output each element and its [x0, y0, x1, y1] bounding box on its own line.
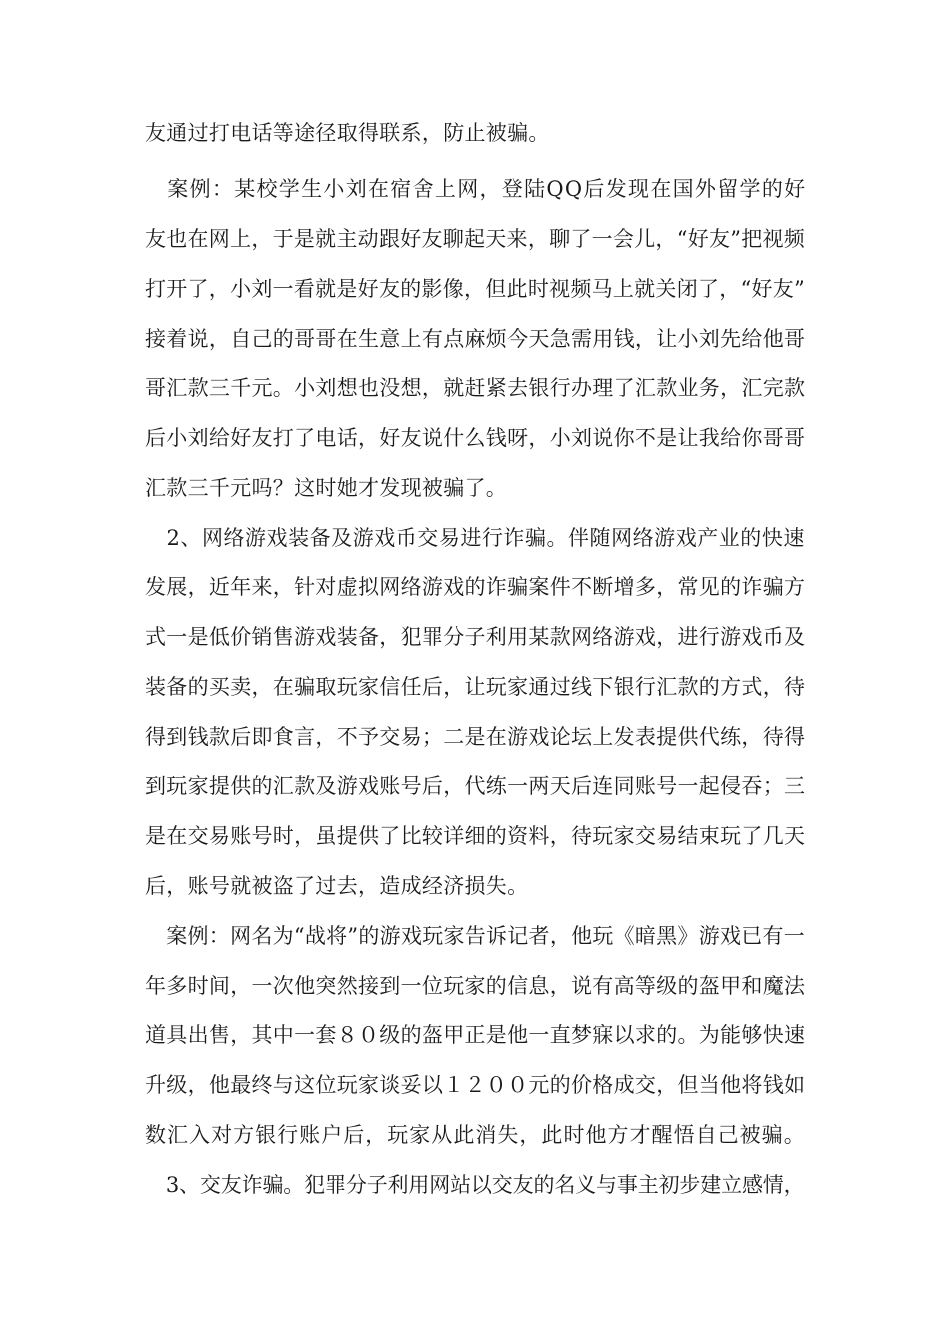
text-line: 发展，近年来，针对虚拟网络游戏的诈骗案件不断增多，常见的诈骗方: [145, 575, 806, 599]
text-line: 打开了，小刘一看就是好友的影像，但此时视频马上就关闭了，“好友”: [145, 277, 806, 301]
text-line: 汇款三千元吗？这时她才发现被骗了。: [145, 476, 508, 500]
text-line: 式一是低价销售游戏装备，犯罪分子利用某款网络游戏，进行游戏币及: [145, 625, 806, 649]
text-line: 是在交易账号时，虽提供了比较详细的资料，待玩家交易结束玩了几天: [145, 824, 806, 848]
text-line: 年多时间，一次他突然接到一位玩家的信息，说有高等级的盔甲和魔法: [145, 974, 806, 998]
text-line: 哥汇款三千元。小刘想也没想，就赶紧去银行办理了汇款业务，汇完款: [145, 376, 806, 400]
text-line: 后，账号就被盗了过去，造成经济损失。: [145, 874, 529, 898]
text-line: 3、交友诈骗。犯罪分子利用网站以交友的名义与事主初步建立感情，: [145, 1173, 805, 1197]
text-line: 友通过打电话等途径取得联系，防止被骗。: [145, 121, 550, 145]
text-line: 道具出售，其中一套８０级的盔甲正是他一直梦寐以求的。为能够快速: [145, 1023, 806, 1047]
text-line: 升级，他最终与这位玩家谈妥以１２００元的价格成交，但当他将钱如: [145, 1073, 806, 1097]
text-line: 得到钱款后即食言，不予交易；二是在游戏论坛上发表提供代练，待得: [145, 725, 806, 749]
text-line: 到玩家提供的汇款及游戏账号后，代练一两天后连同账号一起侵吞；三: [145, 774, 806, 798]
text-line: 数汇入对方银行账户后，玩家从此消失，此时他方才醒悟自己被骗。: [145, 1123, 806, 1147]
text-line: 案例：某校学生小刘在宿舍上网，登陆QQ后发现在国外留学的好: [145, 177, 807, 201]
text-line: 2、网络游戏装备及游戏币交易进行诈骗。伴随网络游戏产业的快速: [145, 526, 805, 550]
text-line: 友也在网上，于是就主动跟好友聊起天来，聊了一会儿，“好友”把视频: [145, 227, 806, 251]
text-line: 装备的买卖，在骗取玩家信任后，让玩家通过线下银行汇款的方式，待: [145, 675, 806, 699]
text-line: 后小刘给好友打了电话，好友说什么钱呀，小刘说你不是让我给你哥哥: [145, 426, 806, 450]
text-line: 接着说，自己的哥哥在生意上有点麻烦今天急需用钱，让小刘先给他哥: [145, 327, 806, 351]
text-line: 案例：网名为“战将”的游戏玩家告诉记者，他玩《暗黑》游戏已有一: [145, 924, 806, 948]
